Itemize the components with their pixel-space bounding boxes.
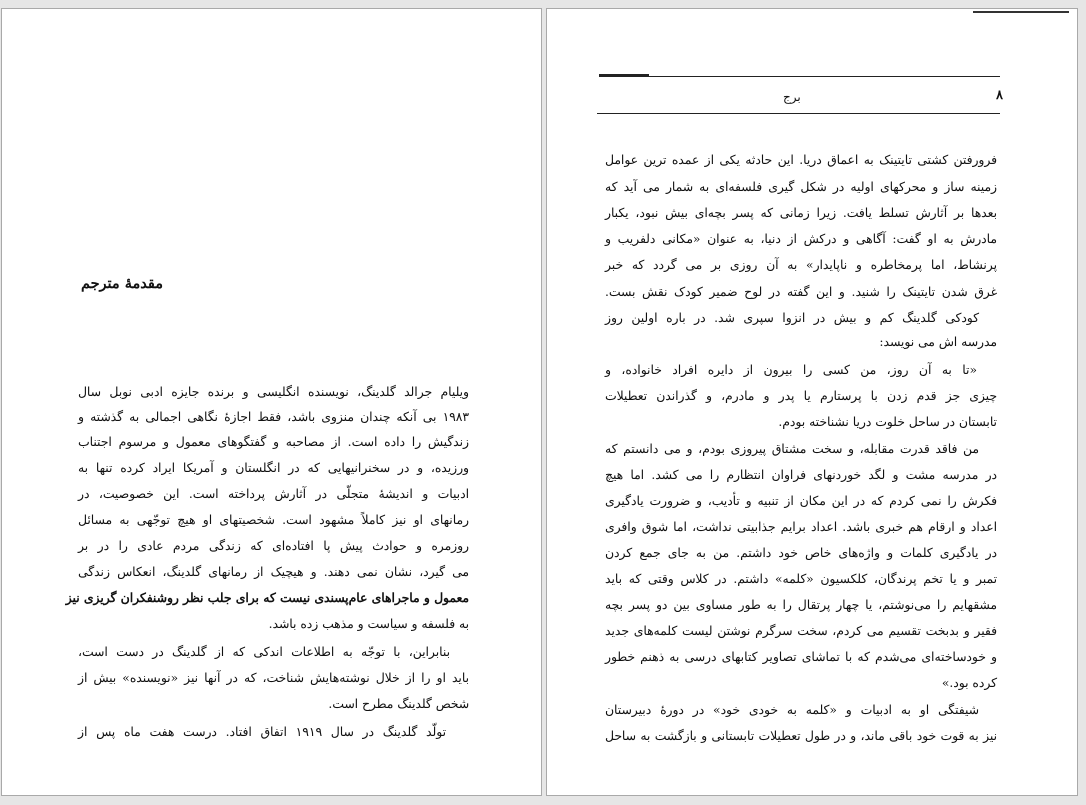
left-page (1, 8, 542, 796)
paragraph-line: زندگیش را داده است. از مصاحبه و گفتگوهای معمول و مرسوم اجتناب (78, 435, 469, 449)
paragraph-line: کودکی گلدینگ کم و بیش در انزوا سپری شد. در باره اولین روز (605, 311, 979, 325)
paragraph-line: تولّد گلدینگ در سال ۱۹۱۹ اتفاق افتاد. درست هفت ماه پس از (78, 725, 446, 739)
paragraph-line: فرورفتن کشتی تایتینک به اعماق دریا. این حادثه یکی از عمده ترین عوامل (605, 153, 997, 167)
paragraph-line: بعدها بر آثارش تسلط یافت. زیرا زمانی که پسر بچه‌ای بیش نبود، یکبار (605, 206, 997, 220)
paragraph-line: اعداد و ارقام هم خبری باشد. اعداد برایم جذابیتی نداشت، اما شوق وافری (605, 520, 997, 534)
page-number: ۸ (996, 88, 1003, 103)
chapter-title: مقدمهٔ مترجم (80, 275, 163, 292)
paragraph-line: در یادگیری کلمات و واژه‌های خاص خود داشتم. من به جای جمع کردن (605, 546, 997, 560)
paragraph-line: مدرسه اش می نویسد: (879, 335, 997, 349)
right-page (546, 8, 1078, 796)
paragraph-line: بنابراین، با توجّه به اطلاعات اندکی که از گلدینگ در دست است، (78, 645, 450, 659)
paragraph-line: شخص گلدینگ مطرح است. (328, 697, 469, 711)
paragraph-line: زمینه ساز و محرکهای اولیه در شکل گیری فلسفه‌ای به شمار می آید که (605, 180, 997, 194)
running-header: برج (783, 90, 801, 104)
paragraph-line: فقیر و بدبخت تقسیم می کردم، سخت سرگرم نوشتن لیست کلمه‌های جدید (605, 624, 997, 638)
paragraph-line: ورزیده، و در سخنرانیهایی که در انگلستان و آمریکا ایراد کرده تنها به (78, 461, 469, 475)
header-rule (597, 113, 1000, 114)
paragraph-line: فکرش را نمی کردم که در این مکان از تنبیه و تأدیب، و ضرورت یادگیری (605, 494, 997, 508)
paragraph-line: «تا به آن روز، من کسی را بیرون از دایره افراد خانواده، و (605, 363, 977, 377)
paragraph-line: تابستان در ساحل خلوت دریا نشناخته بودم. (778, 415, 997, 429)
paragraph-line: مادرش به او گفت: آگاهی و درکش از دنیا، به عنوان «مکانی دلفریب و (605, 232, 997, 246)
paragraph-line: به فلسفه و سیاست و مذهب زده باشد. (268, 617, 469, 631)
paragraph-line: باید او را از خلال نوشته‌هایش شناخت، که در آنها نیز «نویسنده» بیش از (78, 671, 469, 685)
paragraph-line: در مدرسه مشت و لگد خوردنهای فراوان انتظارم را می کشد. اما هیچ (605, 468, 997, 482)
paragraph-line: ۱۹۸۳ بی آنکه چندان منزوی باشد، فقط اجازهٔ نگاهی اجمالی به گذشته و (78, 410, 469, 424)
paragraph-line: غرق شدن تایتینک را شنید. و این گفته در لوح ضمیر کودک نقش بست. (605, 285, 997, 299)
paragraph-line: شیفتگی او به ادبیات و «کلمه به خودی خود» در دورهٔ دبیرستان (605, 703, 979, 717)
paragraph-line: من فاقد قدرت مقابله، و سخت مشتاق پیروزی بودم، و می دانستم که (605, 442, 979, 456)
paragraph-line: روزمره و حوادث پیش پا افتاده‌ای که زندگی مردم عادی را در بر (78, 539, 469, 553)
paragraph-line: و خودساخته‌ای می‌شدم که با تماشای تصاویر کتابهای درسی به ذهنم خطور (605, 650, 997, 664)
corner-mark (973, 11, 1069, 13)
paragraph-line: پرنشاط، اما پرمخاطره و ناپایدار» به آن روزی بر می گردد که خبر (605, 258, 997, 272)
paragraph-line: نیز به قوت خود باقی ماند، و در طول تعطیلات تابستانی و بازگشت به ساحل (605, 729, 997, 743)
paragraph-line: ادبیات و اندیشهٔ متجلّی در آثارش پرداخته است. این خصوصیت، در (78, 487, 469, 501)
paragraph-line: می گیرد، نشان نمی دهند. و هیچیک از رمانهای گلدینگ، انعکاس زندگی (78, 565, 469, 579)
paragraph-line: کرده بود.» (941, 676, 997, 690)
paragraph-line: مشقهایم را می‌نوشتم، یا چهار پرتقال را به طور مساوی بین دو پسر بچه (605, 598, 997, 612)
paragraph-line: معمول و ماجراهای عام‌پسندی نیست که برای جلب نظر روشنفکران گریزی نیز (65, 590, 469, 605)
paragraph-line: تمبر و یا تخم پرندگان، کلکسیون «کلمه» داشتم. در کلاس وقتی که باید (605, 572, 997, 586)
header-rule (599, 76, 1000, 77)
paragraph-line: ویلیام جرالد گلدینگ، نویسنده انگلیسی و برنده جایزه ادبی نوبل سال (78, 385, 469, 399)
paragraph-line: چیزی جز قدم زدن با پرستارم یا پدر و مادرم، و گذراندن تعطیلات (605, 389, 997, 403)
paragraph-line: رمانهای او نیز کاملاً مشهود است. شخصیتهای او هیچ توجّهی به مسائل (78, 513, 469, 527)
